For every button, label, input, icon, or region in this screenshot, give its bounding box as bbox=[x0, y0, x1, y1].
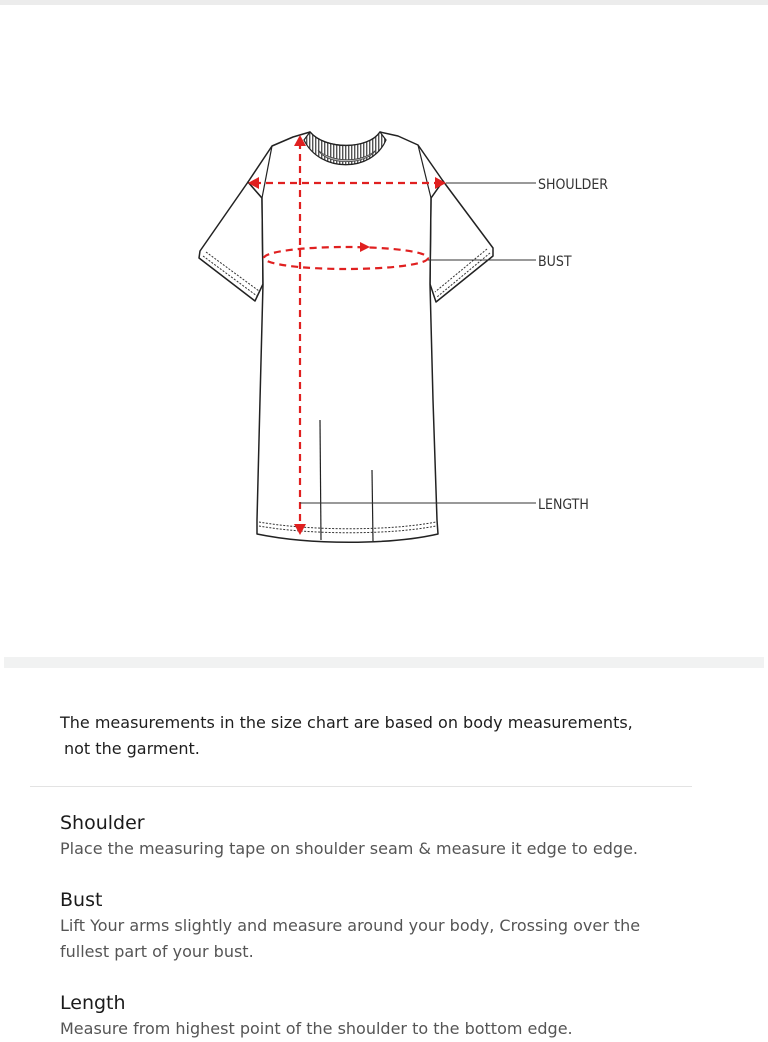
size-chart-note bbox=[60, 710, 680, 762]
measurement-description: Place the measuring tape on shoulder seam & measure it edge to edge. bbox=[60, 839, 638, 858]
bust-label: BUST bbox=[538, 254, 572, 270]
note-line-1: The measurements in the size chart are based on body measurements, bbox=[60, 713, 633, 732]
note-divider bbox=[30, 786, 692, 787]
shoulder-label: SHOULDER bbox=[538, 177, 609, 193]
length-label: LENGTH bbox=[538, 497, 589, 513]
note-line-2: not the garment. bbox=[64, 739, 200, 758]
tshirt-icon bbox=[199, 132, 493, 542]
measurement-title: Shoulder bbox=[60, 812, 145, 834]
measurement-description: Measure from highest point of the shoulder to the bottom edge. bbox=[60, 1019, 573, 1038]
measurement-shoulder bbox=[60, 810, 700, 862]
body-outline bbox=[248, 132, 443, 542]
right-sleeve-outline bbox=[430, 181, 493, 302]
left-sleeve-outline bbox=[199, 182, 263, 301]
measurement-bust bbox=[60, 887, 700, 965]
section-divider bbox=[4, 657, 764, 668]
measurement-length bbox=[60, 990, 700, 1042]
measurement-title: Bust bbox=[60, 889, 103, 911]
measurement-description: Lift Your arms slightly and measure around your body, Crossing over the fullest part of your bust. bbox=[60, 916, 641, 961]
measurement-title: Length bbox=[60, 992, 126, 1014]
